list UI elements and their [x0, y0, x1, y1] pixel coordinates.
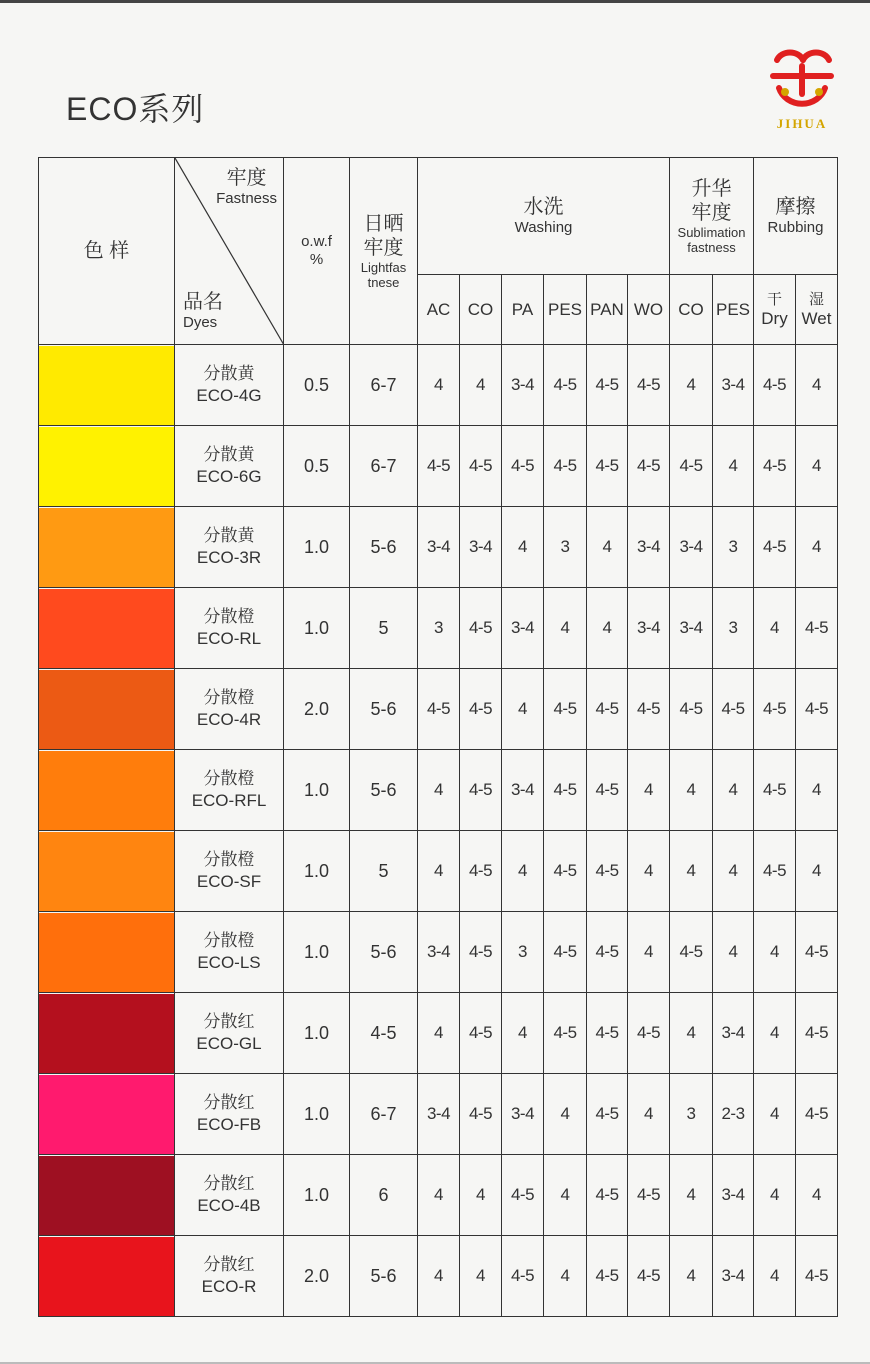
- wash-pan-cell: 4: [587, 507, 628, 588]
- dye-name-cn: 分散橙: [203, 850, 255, 869]
- wash-co-cell: 4-5: [460, 669, 502, 750]
- dye-row: [39, 993, 838, 1074]
- sub-pes-cell: 3: [713, 507, 754, 588]
- rub-wet-cell: 4-5: [796, 912, 838, 993]
- dye-name-cn: 分散橙: [203, 688, 255, 707]
- rub-dry-cell: 4-5: [754, 750, 796, 831]
- lightfastness-cell: 4-5: [350, 993, 418, 1074]
- owf-cell: 1.0: [284, 588, 350, 669]
- sub-pes-cell: 4-5: [713, 669, 754, 750]
- sub-co-cell: 4-5: [670, 426, 713, 507]
- rub-wet-cell: 4: [796, 831, 838, 912]
- dye-name-cn: 分散黄: [203, 526, 255, 545]
- sub-pes-cell: 4: [713, 750, 754, 831]
- rub-col-wet: 湿 Wet: [796, 275, 838, 345]
- wash-wo-cell: 4: [628, 912, 670, 993]
- wash-pan-cell: 4-5: [587, 1236, 628, 1317]
- wash-co-cell: 4-5: [460, 750, 502, 831]
- swatch-cell: [39, 831, 175, 912]
- rub-wet-cell: 4-5: [796, 1236, 838, 1317]
- dye-row: [39, 426, 838, 507]
- wash-pes-cell: 4-5: [544, 669, 587, 750]
- lightfastness-cell: 5-6: [350, 507, 418, 588]
- rub-wet-cell: 4: [796, 426, 838, 507]
- wash-pa-cell: 3-4: [502, 345, 544, 426]
- dye-name-cn: 分散橙: [203, 931, 255, 950]
- wash-co-cell: 4-5: [460, 912, 502, 993]
- wash-pes-cell: 4-5: [544, 831, 587, 912]
- sub-pes-cell: 4: [713, 831, 754, 912]
- dye-name-en: ECO-4R: [196, 710, 262, 729]
- wash-pan-cell: 4-5: [587, 1155, 628, 1236]
- sub-pes-cell: 3-4: [713, 1155, 754, 1236]
- swatch-cell: [39, 507, 175, 588]
- fastness-dyes-header: [175, 158, 284, 345]
- wash-co-cell: 4-5: [460, 588, 502, 669]
- sub-co-cell: 4: [670, 1155, 713, 1236]
- owf-cell: 2.0: [284, 1236, 350, 1317]
- rub-wet-cell: 4: [796, 750, 838, 831]
- lightfastness-cell: 6-7: [350, 426, 418, 507]
- dye-name-en: ECO-RL: [196, 629, 262, 648]
- wash-pan-cell: 4-5: [587, 1074, 628, 1155]
- wash-col-ac: AC: [418, 275, 460, 345]
- rub-wet-cell: 4-5: [796, 669, 838, 750]
- wash-co-cell: 4-5: [460, 426, 502, 507]
- wash-pes-cell: 4-5: [544, 750, 587, 831]
- rub-dry-cell: 4-5: [754, 345, 796, 426]
- fastness-cn: 牢度: [226, 167, 267, 189]
- dye-name-en: ECO-3R: [196, 548, 262, 567]
- wash-co-cell: 4: [460, 1155, 502, 1236]
- wash-ac-cell: 4: [418, 1236, 460, 1317]
- dye-name-cn: 分散黄: [203, 445, 255, 464]
- dye-name-cell: [175, 1155, 284, 1236]
- owf-cell: 1.0: [284, 993, 350, 1074]
- rub-wet-cell: 4-5: [796, 588, 838, 669]
- color-swatch: [39, 994, 174, 1073]
- color-swatch: [39, 1075, 174, 1154]
- swatch-cell: [39, 993, 175, 1074]
- sub-co-cell: 3-4: [670, 507, 713, 588]
- owf-cell: 1.0: [284, 507, 350, 588]
- rub-col-dry: 干 Dry: [754, 275, 796, 345]
- rub-wet-cell: 4: [796, 345, 838, 426]
- wash-ac-cell: 3-4: [418, 507, 460, 588]
- owf-cell: 1.0: [284, 1074, 350, 1155]
- wash-pes-cell: 4: [544, 1074, 587, 1155]
- washing-header: 水洗 Washing: [418, 158, 670, 275]
- wash-pes-cell: 4-5: [544, 993, 587, 1074]
- sub-pes-cell: 4: [713, 912, 754, 993]
- fastness-table: [38, 157, 838, 1317]
- dye-name-cn: 分散橙: [203, 769, 255, 788]
- dye-name-cell: [175, 1074, 284, 1155]
- swatch-cell: [39, 912, 175, 993]
- wash-pan-cell: 4-5: [587, 426, 628, 507]
- dye-name-en: ECO-6G: [196, 467, 262, 486]
- wash-wo-cell: 4-5: [628, 426, 670, 507]
- rub-dry-cell: 4: [754, 993, 796, 1074]
- dye-name-en: ECO-GL: [196, 1034, 262, 1053]
- wash-pes-cell: 4-5: [544, 345, 587, 426]
- top-border: [0, 0, 870, 3]
- wash-co-cell: 4-5: [460, 993, 502, 1074]
- dye-name-cell: [175, 507, 284, 588]
- wash-pan-cell: 4-5: [587, 831, 628, 912]
- wash-wo-cell: 4-5: [628, 1236, 670, 1317]
- wash-pan-cell: 4-5: [587, 912, 628, 993]
- wash-pa-cell: 4-5: [502, 1236, 544, 1317]
- sub-co-cell: 4: [670, 993, 713, 1074]
- wash-pa-cell: 4: [502, 831, 544, 912]
- wash-ac-cell: 4: [418, 831, 460, 912]
- sub-co-cell: 4: [670, 750, 713, 831]
- wash-pan-cell: 4-5: [587, 345, 628, 426]
- rub-dry-cell: 4: [754, 588, 796, 669]
- color-swatch: [39, 346, 174, 425]
- swatch-cell: [39, 669, 175, 750]
- wash-pa-cell: 4: [502, 669, 544, 750]
- sub-co-cell: 4: [670, 345, 713, 426]
- sub-co-cell: 3: [670, 1074, 713, 1155]
- swatch-cell: [39, 426, 175, 507]
- sub-col-co: CO: [670, 275, 713, 345]
- sub-pes-cell: 3-4: [713, 993, 754, 1074]
- wash-pa-cell: 4: [502, 507, 544, 588]
- color-swatch: [39, 1237, 174, 1316]
- rubbing-header: 摩擦 Rubbing: [754, 158, 838, 275]
- rub-dry-cell: 4-5: [754, 831, 796, 912]
- rub-dry-cell: 4-5: [754, 507, 796, 588]
- rub-wet-cell: 4-5: [796, 1074, 838, 1155]
- swatch-cell: [39, 750, 175, 831]
- wash-wo-cell: 4-5: [628, 1155, 670, 1236]
- wash-pa-cell: 4-5: [502, 1155, 544, 1236]
- rub-wet-cell: 4: [796, 1155, 838, 1236]
- wash-pes-cell: 4: [544, 1155, 587, 1236]
- dye-name-cell: [175, 426, 284, 507]
- wash-ac-cell: 4: [418, 1155, 460, 1236]
- color-swatch: [39, 670, 174, 749]
- wash-ac-cell: 3-4: [418, 912, 460, 993]
- owf-cell: 0.5: [284, 345, 350, 426]
- dye-name-en: ECO-RFL: [191, 791, 267, 810]
- wash-ac-cell: 4: [418, 993, 460, 1074]
- rub-dry-cell: 4-5: [754, 426, 796, 507]
- dye-name-cn: 分散红: [203, 1174, 255, 1193]
- wash-wo-cell: 4-5: [628, 669, 670, 750]
- rub-wet-cell: 4-5: [796, 993, 838, 1074]
- wash-pa-cell: 3-4: [502, 1074, 544, 1155]
- dye-name-en: ECO-4B: [197, 1196, 261, 1215]
- dye-name-cell: [175, 993, 284, 1074]
- wash-col-pa: PA: [502, 275, 544, 345]
- dye-name-cn: 分散红: [203, 1012, 255, 1031]
- color-swatch: [39, 427, 174, 506]
- dye-row: [39, 1074, 838, 1155]
- wash-wo-cell: 3-4: [628, 588, 670, 669]
- sublimation-header: 升华 牢度 Sublimation fastness: [670, 158, 754, 275]
- wash-ac-cell: 3: [418, 588, 460, 669]
- dye-row: [39, 588, 838, 669]
- swatch-cell: [39, 1155, 175, 1236]
- dye-row: [39, 507, 838, 588]
- rub-dry-cell: 4: [754, 1236, 796, 1317]
- wash-wo-cell: 4-5: [628, 345, 670, 426]
- lightfastness-cell: 6-7: [350, 345, 418, 426]
- swatch-header: 色 样: [39, 158, 175, 345]
- sub-co-cell: 4: [670, 1236, 713, 1317]
- dye-row: [39, 750, 838, 831]
- dye-row: [39, 1155, 838, 1236]
- dye-name-en: ECO-R: [201, 1277, 257, 1296]
- wash-pes-cell: 4: [544, 1236, 587, 1317]
- wash-col-co: CO: [460, 275, 502, 345]
- dye-name-cell: [175, 588, 284, 669]
- wash-co-cell: 4-5: [460, 1074, 502, 1155]
- lightfastness-cell: 5-6: [350, 669, 418, 750]
- wash-co-cell: 4: [460, 1236, 502, 1317]
- wash-pa-cell: 4-5: [502, 426, 544, 507]
- swatch-cell: [39, 1236, 175, 1317]
- dye-row: [39, 345, 838, 426]
- sub-col-pes: PES: [713, 275, 754, 345]
- wash-wo-cell: 4: [628, 1074, 670, 1155]
- owf-cell: 1.0: [284, 912, 350, 993]
- sub-co-cell: 4: [670, 831, 713, 912]
- sub-co-cell: 4-5: [670, 912, 713, 993]
- dye-name-cn: 分散橙: [203, 607, 255, 626]
- dyes-en: Dyes: [183, 314, 218, 331]
- wash-pes-cell: 4-5: [544, 426, 587, 507]
- dye-name-cell: [175, 669, 284, 750]
- lightfastness-cell: 5: [350, 831, 418, 912]
- dye-name-cell: [175, 345, 284, 426]
- page-title: ECO系列: [66, 91, 205, 127]
- dye-name-cell: [175, 1236, 284, 1317]
- wash-wo-cell: 3-4: [628, 507, 670, 588]
- wash-col-pes: PES: [544, 275, 587, 345]
- wash-ac-cell: 4: [418, 345, 460, 426]
- owf-cell: 2.0: [284, 669, 350, 750]
- dye-name-en: ECO-SF: [196, 872, 262, 891]
- sub-pes-cell: 3-4: [713, 345, 754, 426]
- logo-text: JIHUA: [776, 116, 828, 131]
- wash-pes-cell: 4-5: [544, 912, 587, 993]
- jihua-logo: [763, 46, 841, 132]
- wash-ac-cell: 3-4: [418, 1074, 460, 1155]
- rub-dry-cell: 4-5: [754, 669, 796, 750]
- sub-co-cell: 3-4: [670, 588, 713, 669]
- swatch-cell: [39, 588, 175, 669]
- sub-pes-cell: 3-4: [713, 1236, 754, 1317]
- color-swatch: [39, 751, 174, 830]
- wash-pes-cell: 4: [544, 588, 587, 669]
- wash-col-pan: PAN: [587, 275, 628, 345]
- owf-cell: 0.5: [284, 426, 350, 507]
- dye-name-cell: [175, 750, 284, 831]
- owf-cell: 1.0: [284, 750, 350, 831]
- lightfastness-cell: 5-6: [350, 750, 418, 831]
- dye-row: [39, 669, 838, 750]
- wash-co-cell: 3-4: [460, 507, 502, 588]
- dye-name-cell: [175, 831, 284, 912]
- wash-pa-cell: 4: [502, 993, 544, 1074]
- dye-name-en: ECO-4G: [196, 386, 262, 405]
- dye-row: [39, 912, 838, 993]
- jihua-logo-mark-icon: [763, 46, 841, 116]
- wash-pan-cell: 4-5: [587, 669, 628, 750]
- wash-pa-cell: 3: [502, 912, 544, 993]
- color-swatch: [39, 913, 174, 992]
- dye-name-cell: [175, 912, 284, 993]
- owf-header: o.w.f %: [284, 158, 350, 345]
- wash-co-cell: 4: [460, 345, 502, 426]
- wash-wo-cell: 4-5: [628, 993, 670, 1074]
- dye-name-en: ECO-FB: [196, 1115, 262, 1134]
- rub-dry-cell: 4: [754, 1155, 796, 1236]
- rub-dry-cell: 4: [754, 912, 796, 993]
- dyes-cn: 品名: [183, 291, 223, 313]
- wash-co-cell: 4-5: [460, 831, 502, 912]
- lightfastness-cell: 6-7: [350, 1074, 418, 1155]
- lightfastness-cell: 5-6: [350, 912, 418, 993]
- color-swatch: [39, 1156, 174, 1235]
- dye-name-cn: 分散黄: [203, 364, 255, 383]
- wash-ac-cell: 4-5: [418, 426, 460, 507]
- sub-pes-cell: 4: [713, 426, 754, 507]
- dye-row: [39, 831, 838, 912]
- wash-col-wo: WO: [628, 275, 670, 345]
- wash-ac-cell: 4-5: [418, 669, 460, 750]
- owf-cell: 1.0: [284, 831, 350, 912]
- swatch-cell: [39, 1074, 175, 1155]
- owf-cell: 1.0: [284, 1155, 350, 1236]
- lightfastness-cell: 5-6: [350, 1236, 418, 1317]
- swatch-cell: [39, 345, 175, 426]
- wash-pan-cell: 4-5: [587, 750, 628, 831]
- dye-row: [39, 1236, 838, 1317]
- lightfastness-header: 日晒 牢度 Lightfas tnese: [350, 158, 418, 345]
- dye-name-en: ECO-LS: [197, 953, 261, 972]
- fastness-en: Fastness: [216, 190, 277, 207]
- wash-pa-cell: 3-4: [502, 588, 544, 669]
- wash-pa-cell: 3-4: [502, 750, 544, 831]
- dye-name-cn: 分散红: [203, 1093, 255, 1112]
- sub-co-cell: 4-5: [670, 669, 713, 750]
- wash-pan-cell: 4-5: [587, 993, 628, 1074]
- wash-ac-cell: 4: [418, 750, 460, 831]
- wash-pes-cell: 3: [544, 507, 587, 588]
- sub-pes-cell: 2-3: [713, 1074, 754, 1155]
- color-swatch: [39, 508, 174, 587]
- dye-name-cn: 分散红: [203, 1255, 255, 1274]
- wash-wo-cell: 4: [628, 750, 670, 831]
- sub-pes-cell: 3: [713, 588, 754, 669]
- lightfastness-cell: 5: [350, 588, 418, 669]
- lightfastness-cell: 6: [350, 1155, 418, 1236]
- wash-pan-cell: 4: [587, 588, 628, 669]
- rub-dry-cell: 4: [754, 1074, 796, 1155]
- color-swatch: [39, 832, 174, 911]
- wash-wo-cell: 4: [628, 831, 670, 912]
- rub-wet-cell: 4: [796, 507, 838, 588]
- color-swatch: [39, 589, 174, 668]
